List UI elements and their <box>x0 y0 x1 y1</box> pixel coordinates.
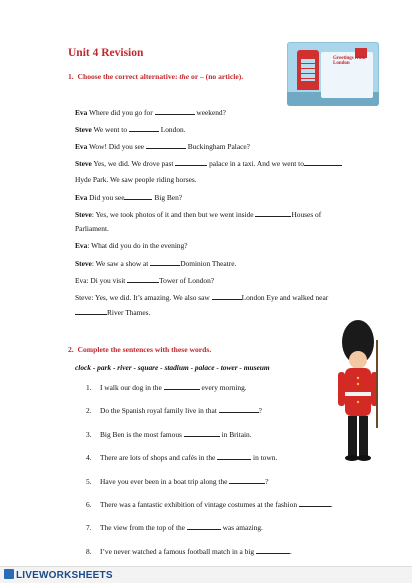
answer-blank[interactable] <box>124 192 152 200</box>
sentence-item: 2. Do the Spanish royal family live in that ? <box>86 406 262 415</box>
dialogue-line: Steve: We saw a show at Dominion Theatre. <box>75 259 237 268</box>
dialogue-line: Eva: What did you do in the evening? <box>75 241 188 250</box>
answer-blank[interactable] <box>219 405 259 413</box>
dialogue-line: Eva: Di you visit Tower of London? <box>75 276 215 285</box>
answer-blank[interactable] <box>304 158 342 166</box>
dialogue-line: Parliament. <box>75 224 109 233</box>
dialogue-line: Steve Yes, we did. We drove past palace in a taxi. And we went to <box>75 158 342 168</box>
liveworksheets-logo[interactable]: LIVEWORKSHEETS <box>4 569 113 581</box>
dialogue-line: River Thames. <box>75 307 150 317</box>
answer-blank[interactable] <box>184 429 220 437</box>
answer-blank[interactable] <box>150 258 180 266</box>
rifle-icon <box>376 340 378 428</box>
answer-blank[interactable] <box>217 452 251 460</box>
answer-blank[interactable] <box>299 499 331 507</box>
answer-blank[interactable] <box>229 476 265 484</box>
answer-blank[interactable] <box>255 209 291 217</box>
dialogue-line: Steve: Yes, we did. It’s amazing. We also saw London Eye and walked near <box>75 293 329 302</box>
answer-blank[interactable] <box>256 546 290 554</box>
postcard-text: Greetings from London <box>333 56 366 66</box>
postcard-illustration <box>287 42 379 106</box>
answer-blank[interactable] <box>155 107 195 115</box>
answer-blank[interactable] <box>146 141 186 149</box>
footer-bar <box>0 566 412 583</box>
question-1-heading: 1. Choose the correct alternative: the or – (no article). <box>68 72 244 81</box>
sentence-item: 6. There was a fantastic exhibition of vintage costumes at the fashion . <box>86 500 333 509</box>
sentence-item: 7. The view from the top of the was amazing. <box>86 523 263 532</box>
answer-blank[interactable] <box>187 522 221 530</box>
dialogue-line: Steve We went to London. <box>75 125 186 134</box>
dialogue-line: Hyde Park. We saw people riding horses. <box>75 175 197 184</box>
face-icon <box>349 351 367 369</box>
word-bank: clock - park - river - square - stadium - palace - tower - museum <box>75 363 270 372</box>
dialogue-line: Steve: Yes, we took photos of it and then but we went inside Houses of <box>75 210 322 219</box>
sentence-item: 5. Have you ever been in a boat trip along the ? <box>86 477 269 486</box>
page-title: Unit 4 Revision <box>68 47 144 59</box>
phone-booth-icon <box>297 50 319 90</box>
sentence-item: 8. I’ve never watched a famous football match in a big . <box>86 547 292 556</box>
answer-blank[interactable] <box>164 382 200 390</box>
sentence-item: 1. I walk our dog in the every morning. <box>86 383 247 392</box>
dialogue-line: Eva Wow! Did you see Buckingham Palace? <box>75 142 250 151</box>
answer-blank[interactable] <box>129 124 159 132</box>
dialogue-line: Eva Where did you go for weekend? <box>75 108 226 117</box>
answer-blank[interactable] <box>212 292 242 300</box>
answer-blank[interactable] <box>175 158 207 166</box>
logo-mark-icon <box>4 569 14 579</box>
sentence-item: 3. Big Ben is the most famous in Britain. <box>86 430 252 439</box>
answer-blank[interactable] <box>75 307 107 315</box>
question-2-heading: 2. Complete the sentences with these words. <box>68 345 212 354</box>
dialogue-line: Eva Did you see Big Ben? <box>75 193 183 202</box>
answer-blank[interactable] <box>127 275 159 283</box>
belt-icon <box>345 392 371 396</box>
royal-guard-illustration <box>330 318 386 468</box>
sentence-item: 4. There are lots of shops and cafés in the in town. <box>86 453 278 462</box>
